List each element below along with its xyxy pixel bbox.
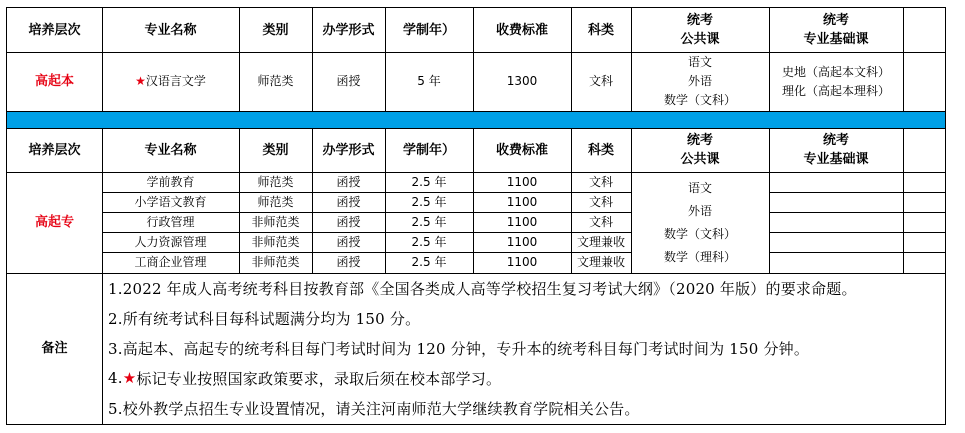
section1-major-name: 汉语言文学 xyxy=(145,74,206,88)
table-cell-fee: 1100 xyxy=(506,234,538,249)
header-subject: 科类 xyxy=(587,142,614,158)
grid-line xyxy=(102,128,103,424)
grid-line xyxy=(385,8,386,111)
table-cell-category: 师范类 xyxy=(257,174,294,189)
remark-item: 3.高起本、高起专的统考科目每门考试时间为 120 分钟，专升本的统考科目每门考试时间为 150 分钟。 xyxy=(108,339,810,358)
section1-duration: 5 年 xyxy=(417,74,441,88)
star-icon: ★ xyxy=(122,369,137,387)
section1-basic-courses xyxy=(769,52,903,111)
header-basic-course-line1: 统考 xyxy=(822,133,849,148)
section2-public-course: 数学（理科） xyxy=(663,249,736,264)
header-fee: 收费标准 xyxy=(495,22,548,38)
table-cell-category: 非师范类 xyxy=(251,214,300,229)
table-cell-major: 行政管理 xyxy=(146,214,195,229)
table-cell-fee: 1100 xyxy=(506,194,538,209)
table-cell-duration: 2.5 年 xyxy=(411,234,447,249)
header-category: 类别 xyxy=(262,142,289,158)
grid-line xyxy=(102,192,631,193)
section2-public-courses xyxy=(631,172,769,273)
section2-public-course: 数学（文科） xyxy=(663,226,736,241)
grid-line xyxy=(571,8,572,111)
table-cell-subject: 文科 xyxy=(588,174,613,189)
header-basic-course xyxy=(769,8,903,52)
header-public-course-line2: 公共课 xyxy=(680,32,720,47)
grid-line xyxy=(102,252,631,253)
table-cell-mode: 函授 xyxy=(336,214,361,229)
separator-band xyxy=(7,111,945,128)
section1-basic-course: 史地（高起本文科） xyxy=(781,64,890,79)
grid-line xyxy=(385,128,386,273)
section1-subject: 文科 xyxy=(588,74,613,88)
header-major: 专业名称 xyxy=(144,22,197,38)
section2-level: 高起专 xyxy=(34,215,74,230)
header-duration: 学制年） xyxy=(402,142,455,158)
grid-line xyxy=(7,52,945,53)
grid-line xyxy=(312,128,313,273)
grid-line xyxy=(769,232,945,233)
header-basic-course xyxy=(769,128,903,172)
table-cell-fee: 1100 xyxy=(506,174,538,189)
grid-line xyxy=(903,128,904,273)
header-public-course-line1: 统考 xyxy=(686,13,713,28)
section2-public-course: 外语 xyxy=(687,203,712,218)
grid-line xyxy=(631,8,632,111)
section1-major xyxy=(102,52,239,111)
grid-line xyxy=(473,128,474,273)
enrollment-table xyxy=(6,7,946,425)
grid-line xyxy=(239,128,240,273)
remark-item: 5.校外教学点招生专业设置情况，请关注河南师范大学继续教育学院相关公告。 xyxy=(108,399,640,418)
header-fee: 收费标准 xyxy=(495,142,548,158)
section1-public-course: 外语 xyxy=(687,74,712,88)
header-basic-course-line2: 专业基础课 xyxy=(803,32,869,47)
header-mode: 办学形式 xyxy=(322,22,375,38)
header-level: 培养层次 xyxy=(28,22,81,38)
grid-line xyxy=(903,8,904,111)
header-mode: 办学形式 xyxy=(322,142,375,158)
section1-level: 高起本 xyxy=(34,74,74,89)
header-public-course xyxy=(631,8,769,52)
star-icon: ★ xyxy=(135,74,146,88)
remark-item xyxy=(104,363,945,393)
table-cell-duration: 2.5 年 xyxy=(411,255,447,269)
remark-item: 1.2022 年成人高考统考科目按教育部《全国各类成人高等学校招生复习考试大纲》（2020 年版）的要求命题。 xyxy=(108,279,857,298)
grid-line xyxy=(7,172,945,173)
remarks-label: 备注 xyxy=(41,341,68,356)
table-cell-major: 学前教育 xyxy=(146,174,195,189)
remarks-list xyxy=(104,273,945,423)
grid-line xyxy=(769,212,945,213)
grid-line xyxy=(7,111,945,112)
section1-fee: 1300 xyxy=(506,74,538,88)
table-cell-subject: 文科 xyxy=(588,214,613,229)
header-basic-course-line1: 统考 xyxy=(822,13,849,28)
table-cell-major: 人力资源管理 xyxy=(134,234,207,249)
table-cell-major: 工商企业管理 xyxy=(134,255,207,269)
header-category: 类别 xyxy=(262,22,289,38)
grid-line xyxy=(571,128,572,273)
grid-line xyxy=(102,212,631,213)
table-cell-subject: 文科 xyxy=(588,194,613,209)
section1-mode: 函授 xyxy=(336,74,361,88)
table-cell-subject: 文理兼收 xyxy=(576,234,625,249)
grid-line xyxy=(473,8,474,111)
remark-item-text: 标记专业按照国家政策要求，录取后须在校本部学习。 xyxy=(136,369,502,388)
table-cell-mode: 函授 xyxy=(336,255,361,269)
section1-public-courses xyxy=(631,52,769,111)
table-cell-duration: 2.5 年 xyxy=(411,214,447,229)
grid-line xyxy=(102,232,631,233)
header-duration: 学制年） xyxy=(402,22,455,38)
header-basic-course-line2: 专业基础课 xyxy=(803,152,869,167)
table-cell-category: 师范类 xyxy=(257,194,294,209)
grid-line xyxy=(7,273,945,274)
table-cell-category: 非师范类 xyxy=(251,255,300,269)
grid-line xyxy=(769,128,770,273)
grid-line xyxy=(239,8,240,111)
table-cell-mode: 函授 xyxy=(336,194,361,209)
section1-public-course: 语文 xyxy=(687,55,712,69)
header-public-course-line1: 统考 xyxy=(686,133,713,148)
remark-item: 2.所有统考试科目每科试题满分均为 150 分。 xyxy=(108,309,421,328)
grid-line xyxy=(631,128,632,273)
table-cell-duration: 2.5 年 xyxy=(411,174,447,189)
table-cell-category: 非师范类 xyxy=(251,234,300,249)
table-cell-major: 小学语文教育 xyxy=(134,194,207,209)
header-public-course xyxy=(631,128,769,172)
table-cell-fee: 1100 xyxy=(506,255,538,269)
grid-line xyxy=(769,252,945,253)
table-cell-fee: 1100 xyxy=(506,214,538,229)
grid-line xyxy=(769,8,770,111)
remark-item-number: 4. xyxy=(108,369,123,387)
section1-category: 师范类 xyxy=(257,74,294,88)
section2-public-course: 语文 xyxy=(687,180,712,195)
table-cell-subject: 文理兼收 xyxy=(576,255,625,269)
grid-line xyxy=(312,8,313,111)
section1-basic-course: 理化（高起本理科） xyxy=(781,83,890,98)
header-level: 培养层次 xyxy=(28,142,81,158)
header-major: 专业名称 xyxy=(144,142,197,158)
header-public-course-line2: 公共课 xyxy=(680,152,720,167)
header-subject: 科类 xyxy=(587,22,614,38)
grid-line xyxy=(7,128,945,129)
section1-public-course: 数学（文科） xyxy=(663,93,736,107)
table-cell-mode: 函授 xyxy=(336,174,361,189)
table-cell-mode: 函授 xyxy=(336,234,361,249)
table-cell-duration: 2.5 年 xyxy=(411,194,447,209)
grid-line xyxy=(102,8,103,111)
grid-line xyxy=(769,192,945,193)
